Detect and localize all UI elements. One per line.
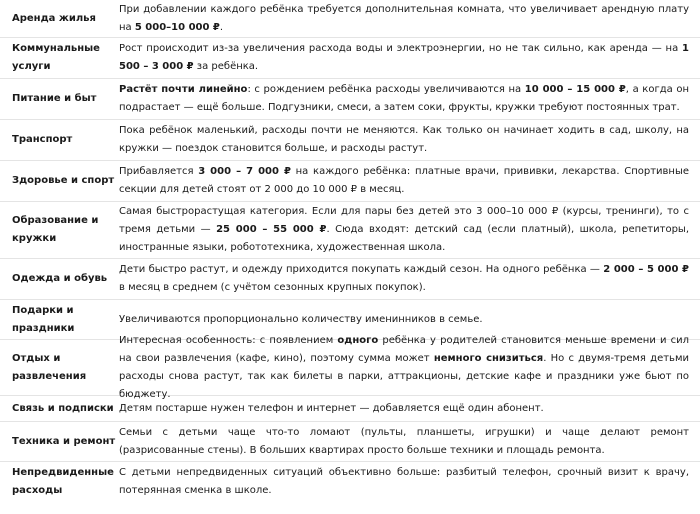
description-text: Пока ребёнок маленький, расходы почти не меняются. Как только он начинает ходить в сад, школу, на кружки — поездок становится больше, и расходы растут. [119, 125, 689, 154]
row-description [119, 1, 689, 37]
row-category: Здоровье и спорт [12, 175, 115, 186]
table-row [0, 334, 700, 400]
row-category: Одежда и обувь [12, 273, 108, 284]
description-text: . Но с двумя-тремя детьми расходы снова растут, так как билеты в парки, аттракционы, детские кафе и праздники уже бьют по бюджету. [119, 352, 689, 400]
row-category: Отдых и развлечения [12, 352, 87, 382]
highlight-text: Растёт почти линейно [119, 84, 248, 95]
table-row [0, 120, 700, 161]
highlight-text: 3 000 – 7 000 ₽ [198, 166, 291, 177]
description-text: ребёнка у родителей становится меньше времени и сил на свои развлечения (кафе, кино), поэтому сумма может [119, 334, 689, 364]
highlight-text: 25 000 – 55 000 ₽ [216, 224, 327, 235]
table-row [0, 38, 700, 79]
description-text: , а когда он подрастает — ещё больше. Подгузники, смеси, а затем соки, фрукты, кружки требуют постоянных трат. [119, 84, 689, 113]
row-description [119, 81, 689, 117]
row-description [119, 203, 689, 257]
highlight-text: 1 500 – 3 000 ₽ [119, 43, 689, 72]
table-row [0, 462, 700, 502]
row-category: Образование и кружки [12, 215, 99, 244]
description-text: Самая быстрорастущая категория. Если для пары без детей это 3 000–10 000 ₽ (курсы, тренинги), то с тремя детьми — [119, 206, 689, 235]
table-row [0, 396, 700, 422]
table-row [0, 0, 700, 38]
description-text: : с рождением ребёнка расходы увеличиваются на [247, 84, 525, 95]
highlight-text: 2 000 – 5 000 ₽ [603, 264, 690, 275]
description-text: Семьи с детьми чаще что-то ломают (пульты, планшеты, игрушки) и чаще делают ремонт (разрисованные стены). В больших квартирах просто больше техники и площадь ремонта. [119, 426, 689, 456]
description-text: Интересная особенность: с появлением [119, 334, 338, 346]
description-text: Прибавляется [119, 166, 199, 177]
description-text: Рост происходит из-за увеличения расхода воды и электроэнергии, но не так сильно, как аренда — на [119, 43, 683, 54]
row-description [119, 400, 689, 418]
table-row [0, 79, 700, 120]
description-text: Детям постарше нужен телефон и интернет — добавляется ещё один абонент. [119, 402, 544, 414]
description-text: . [219, 21, 224, 33]
description-text: С детьми непредвиденных ситуаций объективно больше: разбитый телефон, срочный визит к врачу, потерянная сменка в школе. [119, 467, 689, 496]
row-category: Аренда жилья [12, 12, 96, 24]
highlight-text: 10 000 – 15 000 ₽ [524, 84, 626, 95]
highlight-text: немного снизиться [433, 352, 544, 364]
row-description [119, 424, 689, 460]
description-text: на каждого ребёнка: платные врачи, прививки, лекарства. Спортивные секции для детей стоят от 2 000 до 10 000 ₽ в месяц. [119, 166, 690, 195]
row-description [119, 40, 689, 76]
description-text: за ребёнка. [193, 61, 259, 72]
description-text: При добавлении каждого ребёнка требуется дополнительная комната, что увеличивает арендную плату на [119, 3, 689, 33]
description-text: в месяц в среднем (с учётом сезонных крупных покупок). [119, 282, 426, 293]
row-category: Коммунальные услуги [12, 43, 100, 72]
row-category: Техника и ремонт [12, 435, 116, 447]
table-row [0, 259, 700, 300]
row-category: Транспорт [12, 134, 73, 145]
description-text: . Сюда входят: детский сад (если платный), школа, репетиторы, иностранные языки, робототехника, художественная школа. [119, 224, 689, 253]
highlight-text: 5 000–10 000 ₽ [134, 21, 220, 33]
description-text: Увеличиваются пропорционально количеству именинников в семье. [119, 313, 483, 325]
row-description [119, 163, 689, 199]
row-description [119, 261, 689, 297]
row-category: Питание и быт [12, 93, 97, 104]
table-row [0, 161, 700, 202]
row-description [119, 464, 689, 500]
row-description [119, 311, 689, 329]
row-category: Непредвиденные расходы [12, 467, 114, 496]
row-category: Связь и подписки [12, 402, 114, 414]
table-row [0, 422, 700, 462]
highlight-text: одного [337, 334, 379, 346]
description-text: Дети быстро растут, и одежду приходится покупать каждый сезон. На одного ребёнка — [119, 264, 604, 275]
table-row [0, 202, 700, 259]
row-category: Подарки и праздники [12, 304, 75, 334]
row-description [119, 332, 689, 404]
row-description [119, 122, 689, 158]
